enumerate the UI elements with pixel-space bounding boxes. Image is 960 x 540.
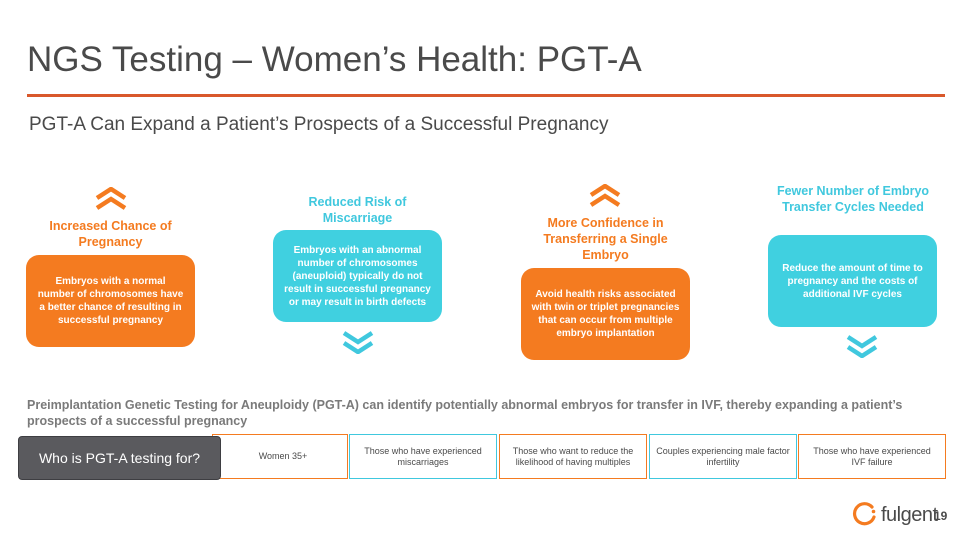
chevron-down-icon [341,330,375,354]
audience-item-male-infertility: Couples experiencing male factor infertility [649,434,797,479]
who-is-testing-for-button[interactable]: Who is PGT-A testing for? [18,436,221,480]
chevron-up-icon [588,184,622,208]
chevron-down-icon [845,334,879,358]
chevron-up-icon [94,187,128,211]
benefit-title-increased-chance: Increased Chance of Pregnancy [49,219,172,249]
page-subtitle: PGT-A Can Expand a Patient’s Prospects of a Successful Pregnancy [29,114,609,135]
fulgent-logo [852,502,938,528]
page-title: NGS Testing – Women’s Health: PGT-A [27,40,642,79]
fulgent-logo-icon [852,502,878,528]
audience-item-ivf-failure: Those who have experienced IVF failure [798,434,946,479]
benefit-card-increased-chance: Embryos with a normal number of chromosomes have a better chance of resulting in successful pregnancy [26,255,195,347]
audience-item-women-35: Women 35+ [212,434,348,479]
benefit-title-reduced-risk: Reduced Risk of Miscarriage [308,195,407,225]
benefit-card-fewer-cycles: Reduce the amount of time to pregnancy and the costs of additional IVF cycles [768,235,937,327]
pgt-a-description: Preimplantation Genetic Testing for Aneuploidy (PGT-A) can identify potentially abnormal embryos for transfer in IVF, thereby expanding a patient’s prospects of a successful pregnancy [27,398,903,428]
benefit-card-more-confidence: Avoid health risks associated with twin or triplet pregnancies that can occur from multiple embryo implantation [521,268,690,360]
benefit-title-fewer-cycles: Fewer Number of Embryo Transfer Cycles Needed [776,184,930,214]
title-divider [27,94,945,97]
audience-item-reduce-multiples: Those who want to reduce the likelihood of having multiples [499,434,647,479]
benefit-title-more-confidence: More Confidence in Transferring a Single Embryo [543,216,668,262]
audience-item-miscarriages: Those who have experienced miscarriages [349,434,497,479]
page-number: 19 [934,509,948,523]
logo-text: fulgent [881,503,938,526]
benefit-card-reduced-risk: Embryos with an abnormal number of chromosomes (aneuploid) typically do not result in successful pregnancy or may result in birth defects [273,230,442,322]
